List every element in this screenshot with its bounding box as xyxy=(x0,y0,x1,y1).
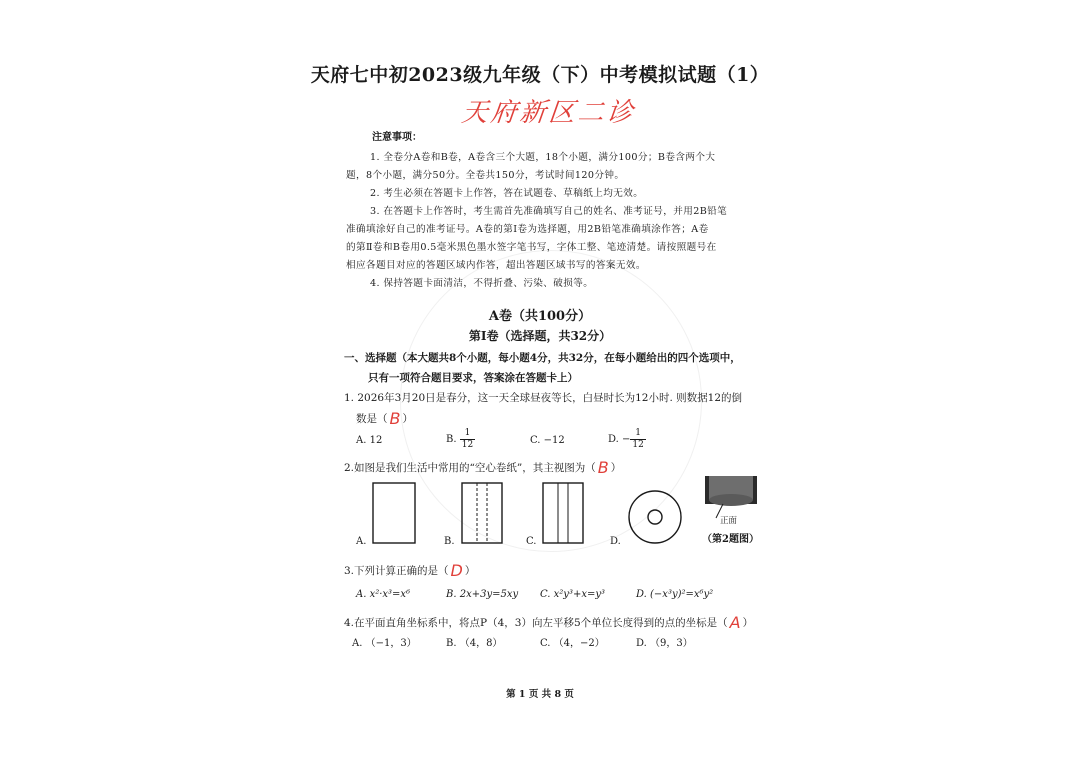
question-1-stem-end: 数是（ xyxy=(356,413,388,425)
note-line: 3. 在答题卡上作答时，考生需首先准确填写自己的姓名、准考证号，并用2B铅笔 xyxy=(370,206,728,217)
q2-option-c-label: C. xyxy=(526,536,537,547)
part-one-instructions-line2: 只有一项符合题目要求，答案涂在答题卡上） xyxy=(368,372,578,384)
part-one-instructions-line1: 一、选择题（本大题共8个小题，每小题4分，共32分，在每小题给出的四个选项中， xyxy=(344,352,741,364)
fraction-denominator: 12 xyxy=(461,440,474,450)
q2-option-b-label: B. xyxy=(444,536,455,547)
q3-option-a: A. x²·x³=x⁶ xyxy=(356,589,411,600)
q1-option-c: C. −12 xyxy=(530,435,565,446)
option-a-rectangle xyxy=(373,483,415,543)
question-3-answer-mark: D xyxy=(450,561,463,580)
section-i-heading: 第Ⅰ卷（选择题，共32分） xyxy=(468,329,612,343)
exam-title: 天府七中初2023级九年级（下）中考模拟试题（1） xyxy=(310,64,770,86)
fraction-numerator: 1 xyxy=(630,428,645,440)
note-line: 1. 全卷分A卷和B卷，A卷含三个大题，18个小题，满分100分；B卷含两个大 xyxy=(370,152,716,163)
notes-heading: 注意事项： xyxy=(372,132,422,143)
option-c-rectangle-solid xyxy=(543,483,583,543)
handwritten-subtitle: 天府新区二诊 xyxy=(460,98,638,128)
question-1-close-paren: ） xyxy=(402,413,413,425)
question-2-stem: 2.如图是我们生活中常用的“空心卷纸”，其主视图为（ xyxy=(344,462,596,474)
q4-option-b: B. （4，8） xyxy=(446,638,503,649)
note-line: 2. 考生必须在答题卡上作答，答在试题卷、草稿纸上均无效。 xyxy=(370,188,644,199)
note-line: 4. 保持答题卡面清洁，不得折叠、污染、破损等。 xyxy=(370,278,594,289)
question-3-stem: 3.下列计算正确的是（ xyxy=(344,565,449,577)
note-line: 准确填涂好自己的准考证号。A卷的第Ⅰ卷为选择题，用2B铅笔准确填涂作答；A卷 xyxy=(346,224,709,235)
section-a-heading: A卷（共100分） xyxy=(488,309,592,324)
note-line: 的第Ⅱ卷和B卷用0.5毫米黑色墨水签字笔书写，字体工整、笔迹清楚。请按照题号在 xyxy=(346,242,717,253)
toilet-paper-roll-photo xyxy=(705,476,757,506)
q1-option-a: A. 12 xyxy=(356,435,383,446)
page-footer: 第 1 页 共 8 页 xyxy=(506,689,574,700)
question-1-answer-mark: B xyxy=(389,409,401,428)
q1-option-d-fraction xyxy=(630,428,645,451)
question-1-continued xyxy=(356,409,413,428)
question-4-text xyxy=(344,613,753,632)
question-2-close-paren: ） xyxy=(610,462,622,474)
question-1-text: 1. 2026年3月20日是春分，这一天全球昼夜等长，白昼时长为12小时. 则数据12的倒 xyxy=(344,392,743,404)
option-d-ring xyxy=(629,491,681,543)
q1-option-d xyxy=(608,428,646,451)
question-4-stem: 4.在平面直角坐标系中，将点P（4，3）向左平移5个单位长度得到的点的坐标是（ xyxy=(344,617,728,629)
question-3-text xyxy=(344,561,475,580)
q1-option-b-fraction xyxy=(460,428,475,451)
q3-option-b: B. 2x+3y=5xy xyxy=(446,589,519,600)
question-2-text xyxy=(344,458,621,477)
fraction-numerator: 1 xyxy=(460,428,475,440)
note-line: 题，8个小题，满分50分。全卷共150分，考试时间120分钟。 xyxy=(346,170,625,181)
q1-option-b xyxy=(446,428,475,451)
q1-option-b-label: B. xyxy=(446,434,457,445)
q3-option-d: D. (−x³y)²=x⁶y² xyxy=(636,589,714,600)
q3-option-c: C. x²y³+x=y³ xyxy=(540,589,606,600)
q1-option-d-label: D. − xyxy=(608,434,631,445)
q4-option-d: D. （9，3） xyxy=(636,638,693,649)
q4-option-c: C. （4，−2） xyxy=(540,638,605,649)
question-4-answer-mark: A xyxy=(729,613,741,632)
question-2-answer-mark: B xyxy=(597,458,609,477)
q4-option-a: A. （−1，3） xyxy=(352,638,417,649)
figure-caption: （第2题图） xyxy=(702,534,759,545)
option-b-rectangle-dashed xyxy=(462,483,502,543)
note-line: 相应各题目对应的答题区域内作答，超出答题区域书写的答案无效。 xyxy=(346,260,646,271)
q2-option-a-label: A. xyxy=(356,536,367,547)
question-3-close-paren: ） xyxy=(464,565,476,577)
photo-front-label: 正面 xyxy=(720,516,738,526)
q2-option-d-label: D. xyxy=(610,536,621,547)
question-4-close-paren: ） xyxy=(742,617,754,629)
fraction-denominator: 12 xyxy=(632,440,644,450)
